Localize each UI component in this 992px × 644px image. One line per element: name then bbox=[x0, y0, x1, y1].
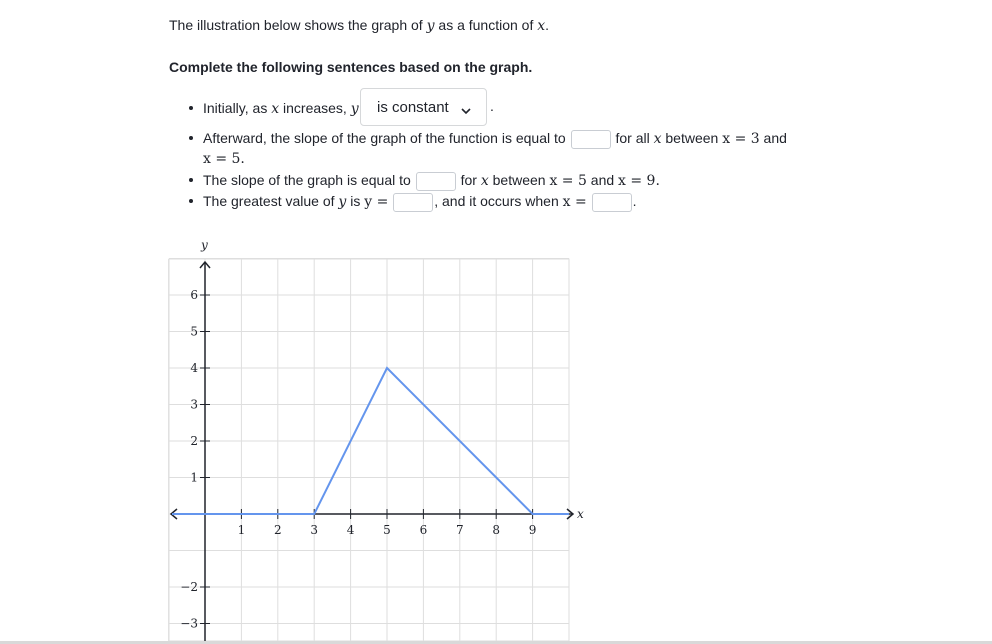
y-tick-label: 6 bbox=[190, 288, 198, 302]
intro-mid: as a function of bbox=[434, 17, 538, 33]
x-tick-label: 9 bbox=[528, 523, 537, 537]
b2-between: between bbox=[661, 130, 723, 146]
b1-y: y bbox=[350, 101, 359, 117]
b3-for: for bbox=[460, 172, 481, 188]
ticks bbox=[180, 288, 536, 631]
b2-eq2-text: x = 5. bbox=[203, 151, 245, 167]
b3-eq2: x = 9. bbox=[618, 173, 660, 189]
grid-border bbox=[169, 259, 569, 641]
instructions: Complete the following sentences based on the graph. bbox=[169, 59, 533, 75]
b3-and: and bbox=[586, 172, 619, 188]
y-tick-label: 4 bbox=[190, 361, 198, 375]
y-tick-label: −2 bbox=[180, 580, 198, 594]
intro-post: . bbox=[545, 17, 550, 33]
b4-eq: y = bbox=[364, 194, 389, 210]
x-tick-label: 6 bbox=[419, 523, 428, 537]
b4-is: is bbox=[346, 193, 365, 209]
x-tick-label: 2 bbox=[273, 523, 282, 537]
intro-x: x bbox=[537, 18, 546, 34]
y-tick-label: −3 bbox=[180, 616, 198, 631]
b2-and: and bbox=[759, 130, 787, 146]
y-tick-label: 1 bbox=[190, 470, 198, 485]
x-tick-label: 3 bbox=[310, 523, 319, 537]
y-axis-label: y bbox=[201, 238, 208, 252]
b1-period: . bbox=[490, 98, 494, 114]
intro-pre: The illustration below shows the graph of bbox=[169, 17, 427, 33]
axes bbox=[171, 238, 584, 641]
x-tick-label: 8 bbox=[492, 523, 501, 537]
b3-eq1: x = 5 bbox=[549, 173, 587, 189]
intro-y: y bbox=[426, 18, 435, 34]
b3-pre: The slope of the graph is equal to bbox=[203, 172, 411, 188]
b2-eq1: x = 3 bbox=[722, 131, 760, 147]
b2-mid: for all bbox=[615, 130, 654, 146]
x-axis-label: x bbox=[577, 507, 584, 521]
b1-mid: increases, bbox=[279, 100, 351, 116]
b3-between: between bbox=[488, 172, 550, 188]
x-tick-label: 1 bbox=[237, 523, 246, 537]
b1-x: x bbox=[271, 101, 280, 117]
b4-post: . bbox=[632, 193, 637, 209]
dropdown-value: is constant bbox=[377, 99, 449, 116]
b3-x: x bbox=[480, 173, 489, 189]
y-tick-label: 3 bbox=[190, 397, 198, 412]
b2-pre: Afterward, the slope of the graph of the function is equal to bbox=[203, 130, 566, 146]
b4-mid: , and it occurs when bbox=[434, 193, 563, 209]
x-tick-label: 4 bbox=[346, 523, 355, 537]
b2-x: x bbox=[653, 131, 662, 147]
grid bbox=[169, 259, 569, 642]
y-tick-label: 5 bbox=[190, 324, 198, 339]
y-tick-label: 2 bbox=[190, 434, 198, 448]
x-tick-label: 7 bbox=[455, 523, 464, 537]
b4-y: y bbox=[338, 194, 347, 210]
x-tick-label: 5 bbox=[383, 523, 391, 537]
b4-pre: The greatest value of bbox=[203, 193, 339, 209]
b4-eq2: x = bbox=[562, 194, 587, 210]
b1-pre: Initially, as bbox=[203, 100, 272, 116]
